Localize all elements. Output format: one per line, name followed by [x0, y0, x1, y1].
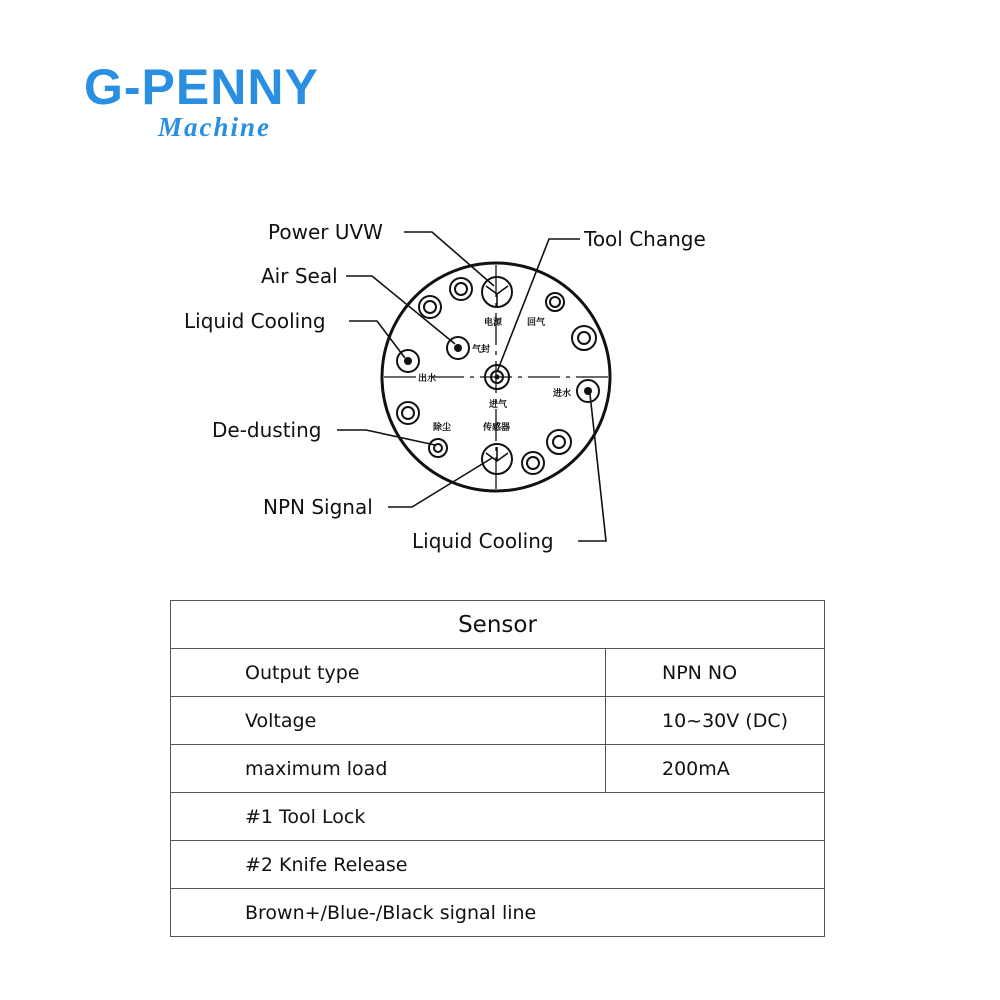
note-row: #2 Knife Release [171, 841, 825, 889]
label-tool-change: Tool Change [584, 227, 706, 251]
note-row: #1 Tool Lock [171, 793, 825, 841]
table-row [171, 745, 825, 793]
leader-tool-change [497, 239, 580, 372]
mount-hole-inner [424, 301, 436, 313]
leader-de-dusting [337, 430, 435, 445]
liquid-cooling-port-left-center [404, 357, 412, 365]
sensor-table-title: Sensor [171, 601, 825, 649]
port-mark-power: 电源 [484, 318, 503, 328]
table-row [171, 889, 825, 937]
mount-hole-inner [578, 332, 590, 344]
mount-hole [419, 296, 441, 318]
label-npn-signal: NPN Signal [263, 495, 373, 519]
port-mark-return-air: 回气 [527, 318, 546, 328]
port-mark-water-out: 出水 [418, 374, 437, 384]
note-row: Brown+/Blue-/Black signal line [171, 889, 825, 937]
leader-power-uvw [404, 232, 494, 286]
label-power-uvw: Power UVW [268, 220, 383, 244]
liquid-cooling-port-right-center [584, 387, 592, 395]
sensor-spec-table [170, 600, 825, 937]
row-label: Output type [171, 649, 606, 697]
mount-hole-inner [527, 457, 539, 469]
mount-hole [547, 430, 571, 454]
row-value: NPN NO [606, 649, 825, 697]
mount-hole [397, 402, 419, 424]
table-row [171, 697, 825, 745]
power-pin-mark [486, 286, 508, 306]
table-header-row [171, 601, 825, 649]
tool-change-port-center [495, 375, 500, 380]
leader-air-seal [346, 276, 455, 344]
label-air-seal: Air Seal [261, 264, 338, 288]
return-air-port-inner [550, 297, 560, 307]
row-label: maximum load [171, 745, 606, 793]
table-row [171, 793, 825, 841]
port-mark-air-seal: 气封 [472, 345, 491, 355]
leader-lines [337, 232, 606, 541]
port-pin-marks [486, 286, 508, 461]
port-mark-sensor: 传感器 [483, 423, 511, 433]
mount-hole [572, 326, 596, 350]
leader-liquid-cooling-left [349, 321, 405, 358]
mount-hole-inner [402, 407, 414, 419]
port-mark-water-in: 进水 [553, 389, 572, 399]
brand-logo-title: G-PENNY [84, 59, 319, 115]
mount-hole-inner [455, 283, 467, 295]
de-dusting-port [429, 439, 447, 457]
air-seal-port-center [454, 344, 462, 352]
row-value: 200mA [606, 745, 825, 793]
label-de-dusting: De-dusting [212, 418, 322, 442]
mount-hole-inner [553, 436, 565, 448]
mount-hole [450, 278, 472, 300]
label-liquid-cooling-left: Liquid Cooling [184, 309, 326, 333]
port-mark-dust: 除尘 [433, 423, 452, 433]
label-liquid-cooling-bottom: Liquid Cooling [412, 529, 554, 553]
de-dusting-port-inner [434, 444, 442, 452]
table-row [171, 841, 825, 889]
mount-hole [522, 452, 544, 474]
row-label: Voltage [171, 697, 606, 745]
leader-npn-signal [388, 458, 492, 507]
table-row [171, 649, 825, 697]
row-value: 10~30V (DC) [606, 697, 825, 745]
brand-logo-subtitle: Machine [158, 112, 272, 142]
return-air-port [546, 293, 564, 311]
port-mark-intake-air: 进气 [489, 400, 508, 410]
